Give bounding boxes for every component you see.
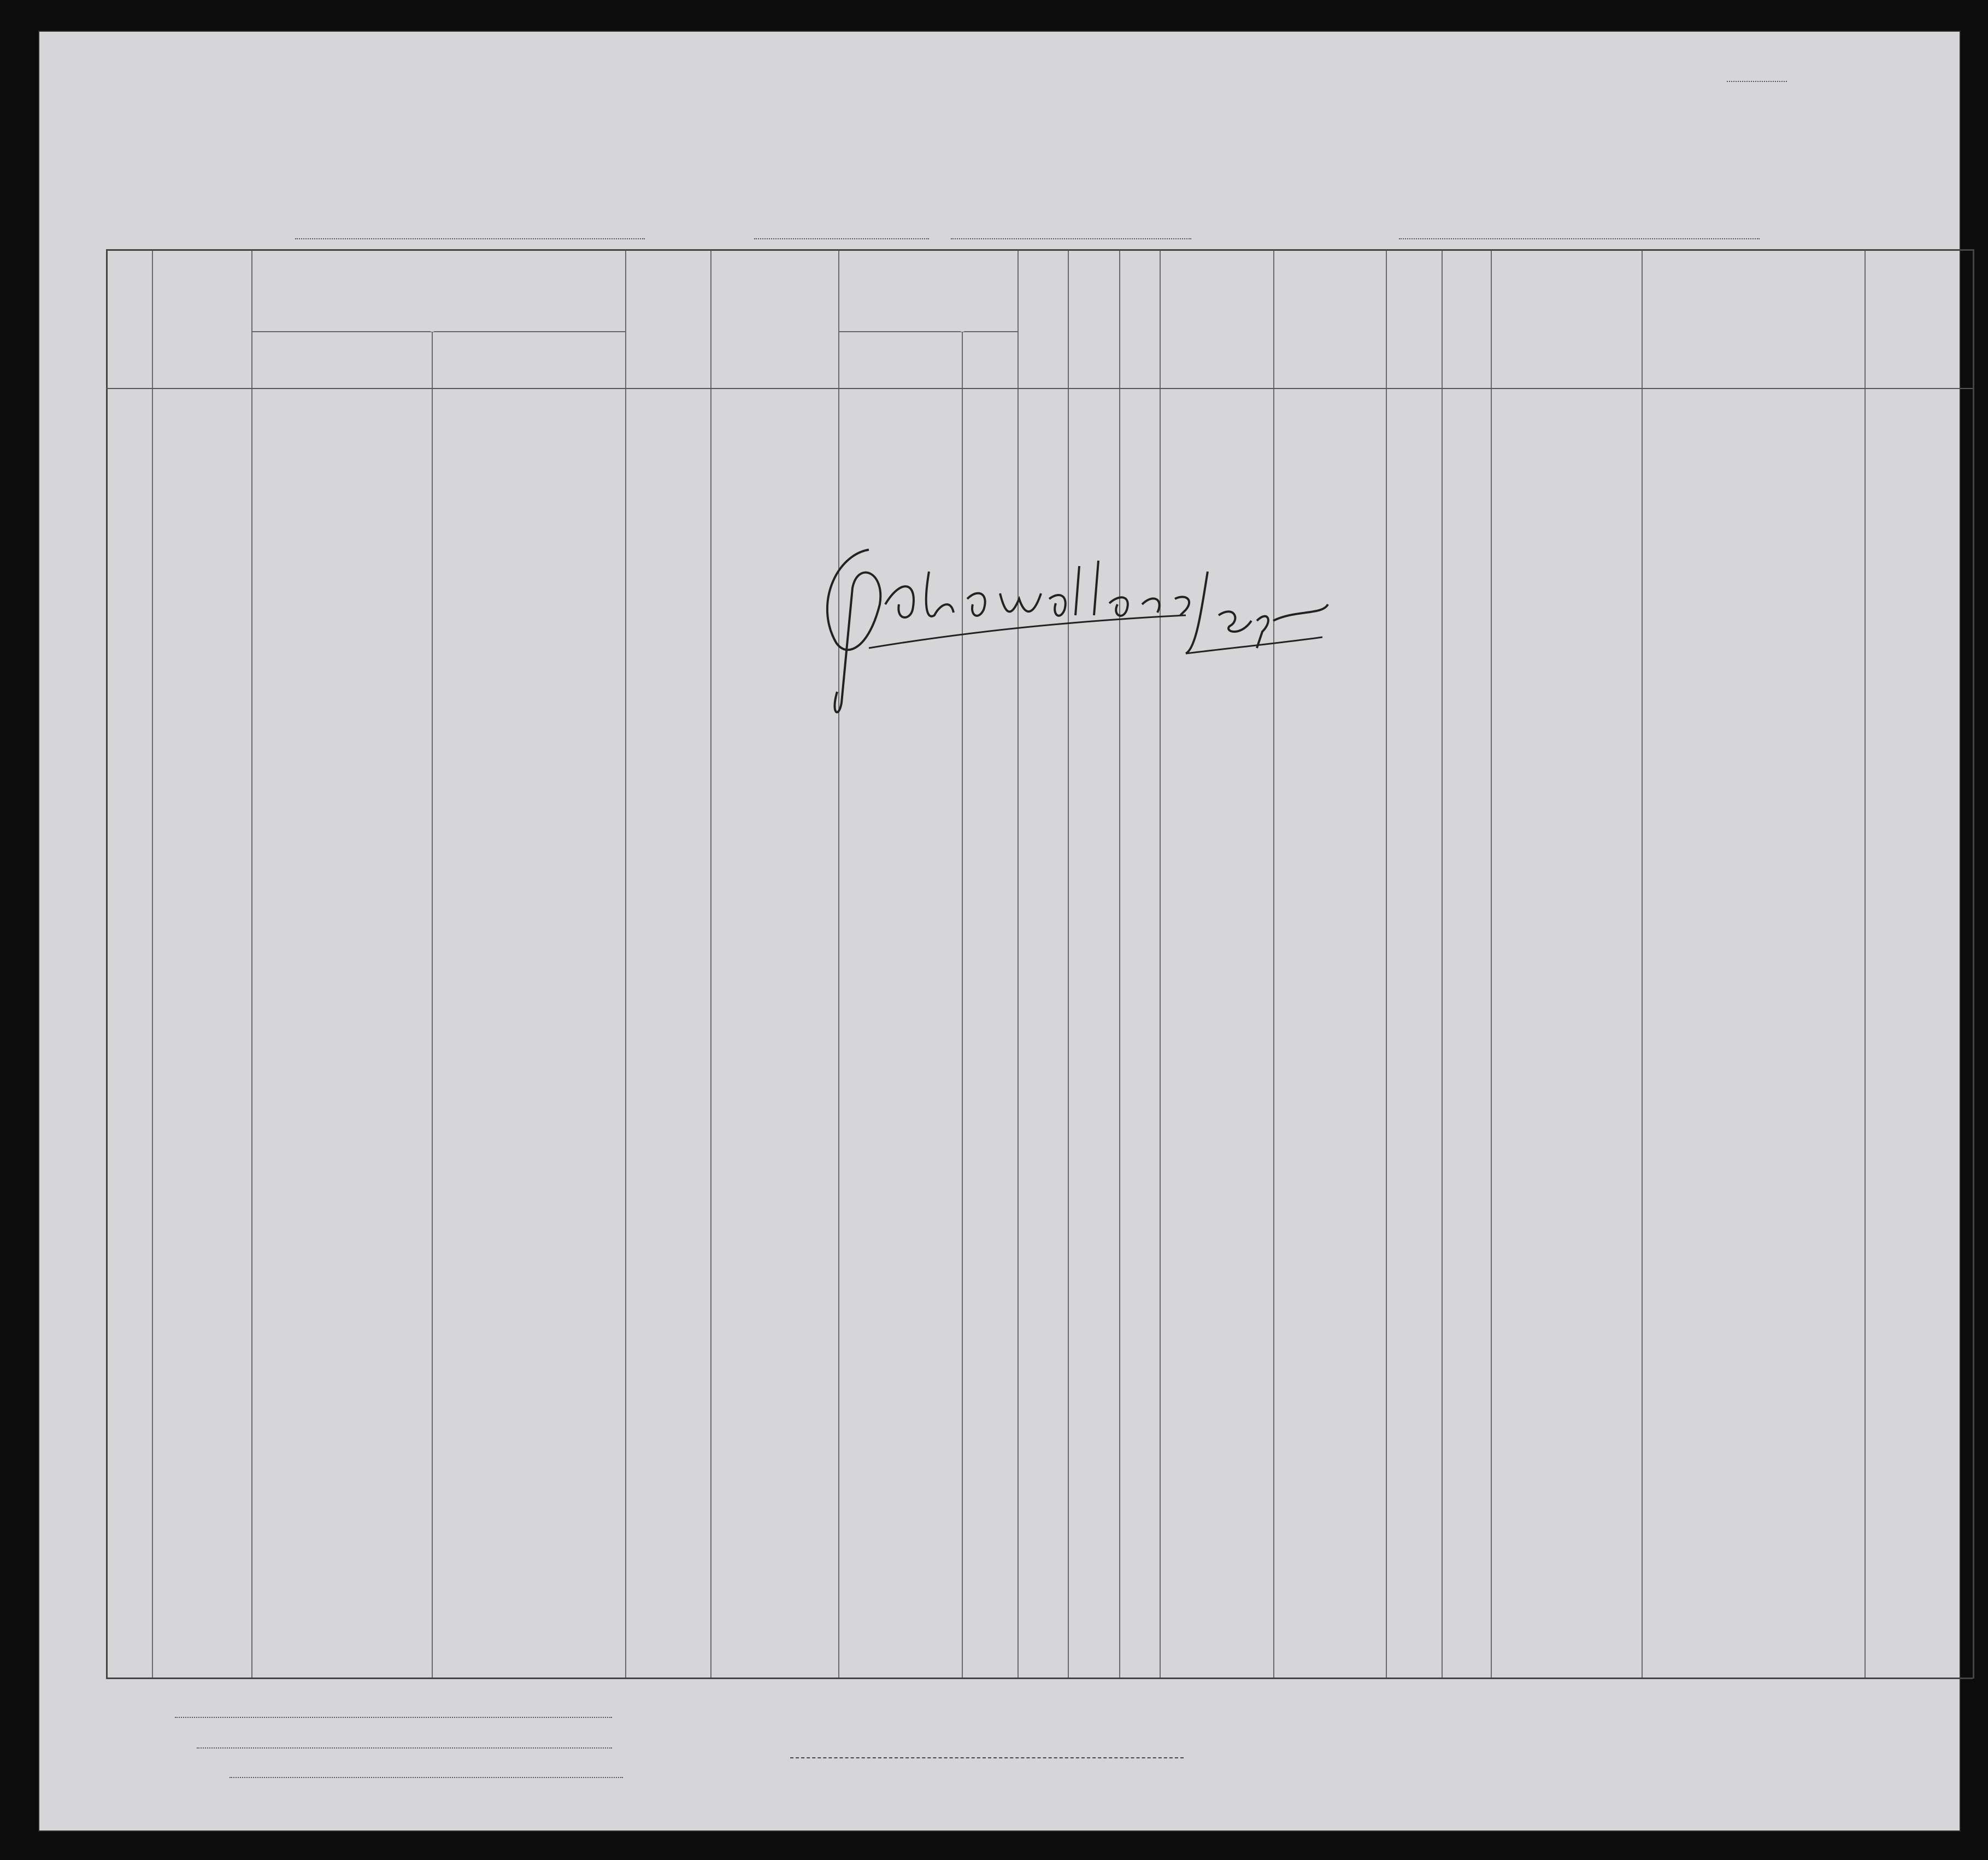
column-divider bbox=[1273, 249, 1274, 1679]
column-divider bbox=[1119, 249, 1120, 1679]
column-divider bbox=[1865, 249, 1866, 1679]
voyage-line bbox=[224, 209, 1945, 242]
column-divider bbox=[1642, 249, 1643, 1679]
vessel-underline bbox=[295, 238, 645, 239]
column-divider bbox=[710, 249, 711, 1679]
footer-owners-field bbox=[148, 1726, 617, 1750]
inspector-signature bbox=[803, 539, 1339, 725]
inspector-signature-line bbox=[790, 1757, 1184, 1758]
arriving-underline bbox=[754, 238, 929, 239]
column-divider bbox=[106, 249, 108, 1679]
from-underline bbox=[1399, 238, 1760, 239]
header-bottom-border bbox=[106, 388, 1973, 389]
manifest-sheet bbox=[38, 31, 1961, 1832]
crew-manifest-table bbox=[106, 249, 1973, 1679]
column-divider bbox=[1386, 249, 1387, 1679]
footer-agents-field bbox=[148, 1755, 639, 1779]
sheet-number-field bbox=[1727, 71, 1787, 86]
name-subheader-line bbox=[251, 331, 625, 332]
column-divider bbox=[962, 249, 963, 1679]
header-merge bbox=[961, 251, 964, 332]
column-divider bbox=[1491, 249, 1492, 1679]
shipped-subheader-line bbox=[838, 331, 1017, 332]
date-underline bbox=[951, 238, 1191, 239]
header-merge bbox=[431, 251, 434, 332]
column-divider bbox=[1973, 249, 1974, 1679]
line-underline bbox=[175, 1717, 612, 1718]
column-divider bbox=[1160, 249, 1161, 1679]
column-divider bbox=[1068, 249, 1069, 1679]
column-number-row bbox=[106, 249, 1973, 271]
column-divider bbox=[625, 249, 626, 1679]
table-bottom-border bbox=[106, 1677, 1973, 1679]
column-divider bbox=[838, 249, 839, 1679]
column-divider bbox=[152, 249, 153, 1679]
column-divider bbox=[1442, 249, 1443, 1679]
column-divider bbox=[251, 249, 252, 1679]
sheet-number bbox=[1727, 81, 1787, 82]
column-divider bbox=[1017, 249, 1019, 1679]
owners-underline bbox=[197, 1747, 612, 1749]
agents-underline bbox=[230, 1777, 623, 1778]
footer-line-field bbox=[148, 1695, 617, 1719]
table-top-border bbox=[106, 249, 1973, 251]
column-divider bbox=[432, 249, 433, 1679]
